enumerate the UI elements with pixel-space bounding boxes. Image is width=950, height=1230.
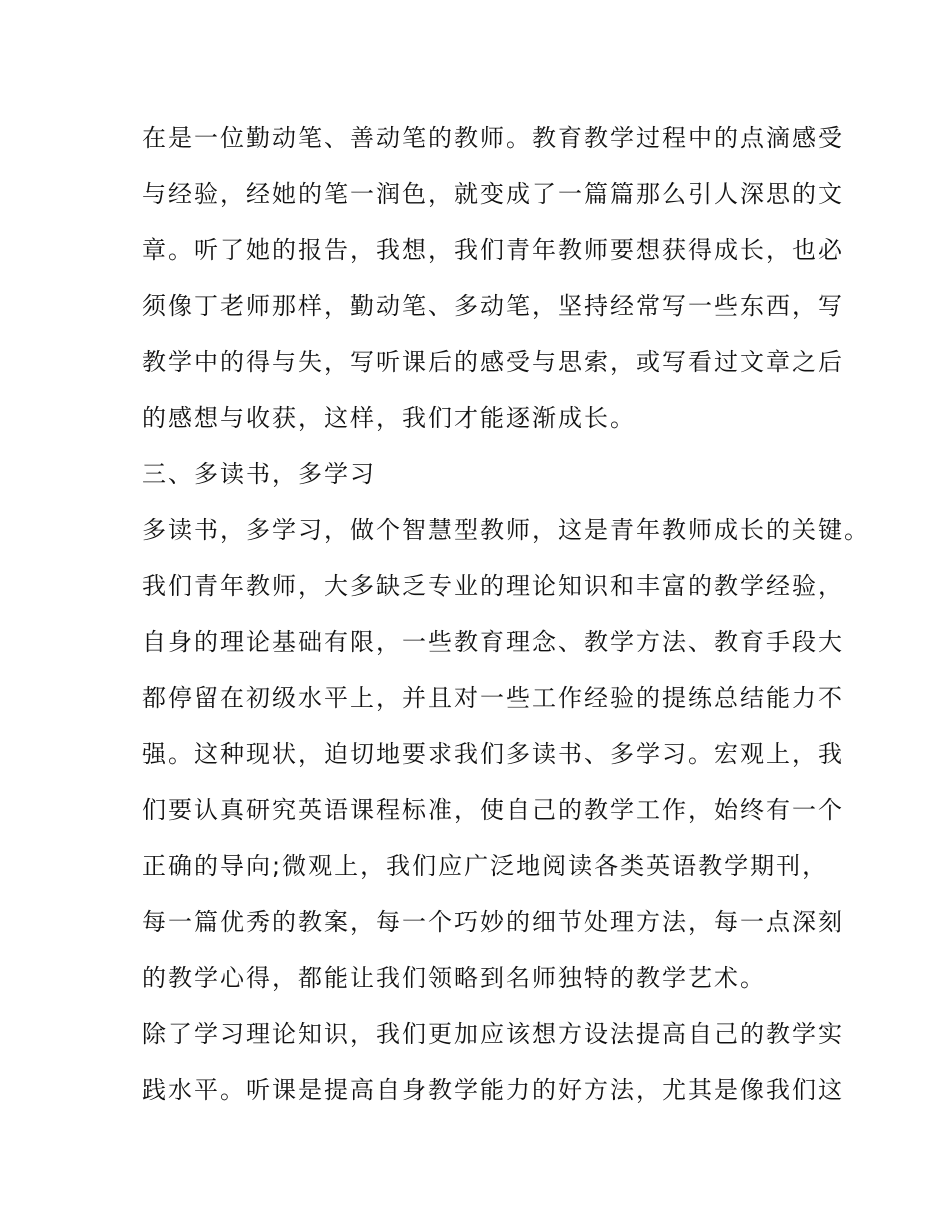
text-line: 践水平。听课是提高自身教学能力的好方法，尤其是像我们这 xyxy=(142,1076,844,1104)
text-line: 正确的导向;微观上，我们应广泛地阅读各类英语教学期刊， xyxy=(142,852,829,880)
text-line: 的教学心得，都能让我们领略到名师独特的教学艺术。 xyxy=(142,964,766,992)
text-line: 多读书，多学习，做个智慧型教师，这是青年教师成长的关键。 xyxy=(142,516,870,544)
text-line: 教学中的得与失，写听课后的感受与思索，或写看过文章之后 xyxy=(142,348,844,376)
text-line: 与经验，经她的笔一润色，就变成了一篇篇那么引人深思的文 xyxy=(142,180,844,208)
text-line: 都停留在初级水平上，并且对一些工作经验的提练总结能力不 xyxy=(142,684,844,712)
text-line: 在是一位勤动笔、善动笔的教师。教育教学过程中的点滴感受 xyxy=(142,124,844,152)
text-line: 须像丁老师那样，勤动笔、多动笔，坚持经常写一些东西，写 xyxy=(142,292,844,320)
document-body xyxy=(142,110,870,1118)
text-line: 们要认真研究英语课程标准，使自己的教学工作，始终有一个 xyxy=(142,796,844,824)
text-line: 除了学习理论知识，我们更加应该想方设法提高自己的教学实 xyxy=(142,1020,844,1048)
text-line: 章。听了她的报告，我想，我们青年教师要想获得成长，也必 xyxy=(142,236,844,264)
text-line: 我们青年教师，大多缺乏专业的理论知识和丰富的教学经验， xyxy=(142,572,844,600)
section-heading: 三、多读书，多学习 xyxy=(142,460,376,488)
text-line: 自身的理论基础有限，一些教育理念、教学方法、教育手段大 xyxy=(142,628,844,656)
text-line: 的感想与收获，这样，我们才能逐渐成长。 xyxy=(142,404,636,432)
text-line: 每一篇优秀的教案，每一个巧妙的细节处理方法，每一点深刻 xyxy=(142,908,844,936)
text-line: 强。这种现状，迫切地要求我们多读书、多学习。宏观上，我 xyxy=(142,740,844,768)
